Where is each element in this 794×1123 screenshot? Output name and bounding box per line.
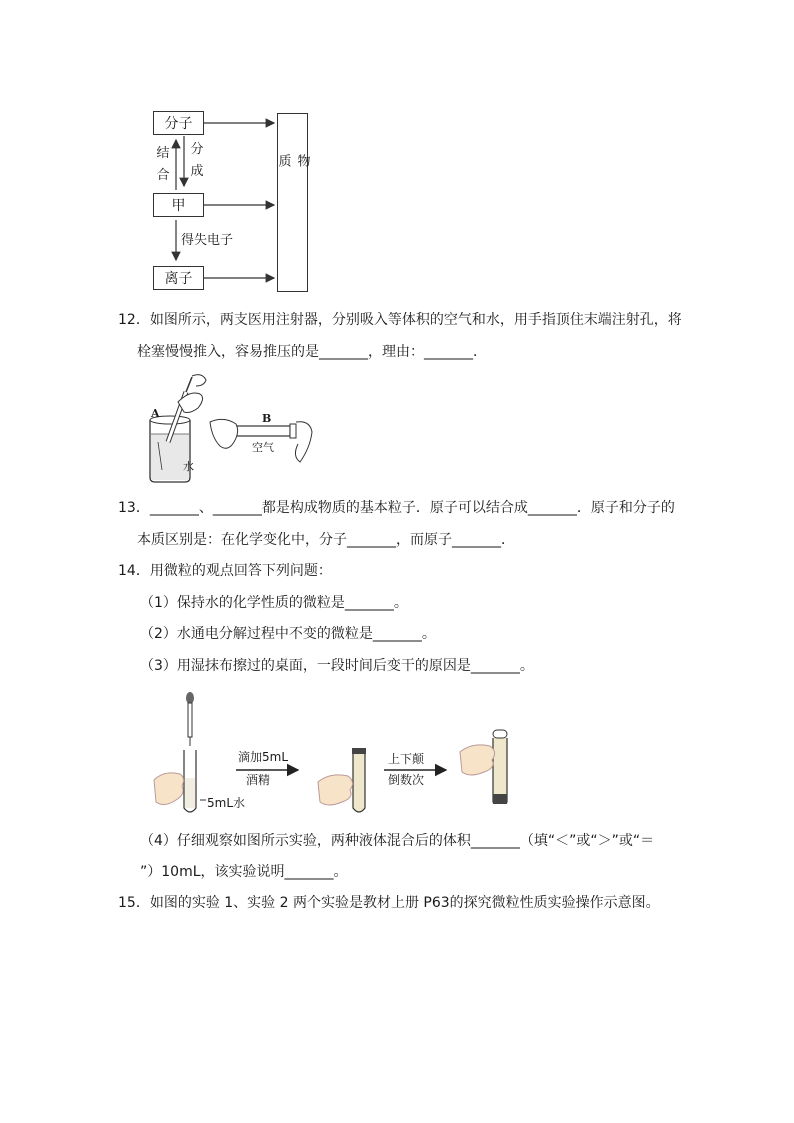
step2-label-line2: 倒数次	[388, 773, 425, 787]
box-molecule-label: 分子	[164, 116, 193, 132]
fig-label-water: 水	[183, 460, 194, 473]
syringe-figure	[140, 372, 320, 484]
q15-line1: 15．如图的实验 1、实验 2 两个实验是教材上册 P63的探究微粒性质实验操作示意图。	[118, 895, 660, 911]
q14-stem: 14．用微粒的观点回答下列问题：	[118, 563, 332, 579]
box-jia-label: 甲	[171, 198, 186, 214]
q14-sub2: （2）水通电分解过程中不变的微粒是_______。	[140, 626, 436, 642]
step2-label-line1: 上下颠	[388, 752, 425, 766]
label-combine: 结合	[156, 146, 170, 183]
box-ion-label: 离子	[164, 271, 193, 287]
fig-label-a: A	[151, 407, 160, 420]
syringe-drawing	[140, 372, 320, 484]
fig-label-b: B	[262, 412, 272, 425]
box-matter-label: 物质	[275, 154, 310, 225]
q13-line2: 本质区别是：在化学变化中，分子_______，而原子_______．	[137, 532, 515, 548]
label-split: 分成	[190, 142, 204, 179]
q12-line2: 栓塞慢慢推入，容易推压的是_______，理由：_______．	[137, 344, 487, 360]
q14-sub4-line2: ”）10mL，该实验说明_______。	[140, 864, 348, 880]
diagram-arrows	[0, 0, 794, 300]
box-matter	[277, 113, 308, 292]
box-ion	[153, 266, 204, 290]
label-gain-lose-electrons: 得失电子	[181, 233, 234, 248]
fig-label-air: 空气	[252, 441, 274, 454]
q12-line1: 12．如图所示，两支医用注射器，分别吸入等体积的空气和水，用手指顶住末端注射孔，将	[118, 312, 682, 328]
q13-line1: 13．_______、_______都是构成物质的基本粒子．原子可以结合成_______．原子和分子的	[118, 500, 675, 516]
water-volume-label: 5mL水	[207, 796, 246, 810]
mixing-experiment-figure	[150, 690, 530, 820]
box-molecule	[153, 111, 204, 135]
q14-sub4-line1: （4）仔细观察如图所示实验，两种液体混合后的体积_______（填“＜”或“＞”或“＝	[140, 833, 655, 849]
box-jia	[153, 193, 204, 217]
step1-label-line1: 滴加5mL	[238, 750, 289, 764]
step1-label-line2: 酒精	[246, 773, 271, 787]
q14-sub1: （1）保持水的化学性质的微粒是_______。	[140, 595, 408, 611]
q14-sub3: （3）用湿抹布擦过的桌面，一段时间后变干的原因是_______。	[140, 658, 534, 674]
